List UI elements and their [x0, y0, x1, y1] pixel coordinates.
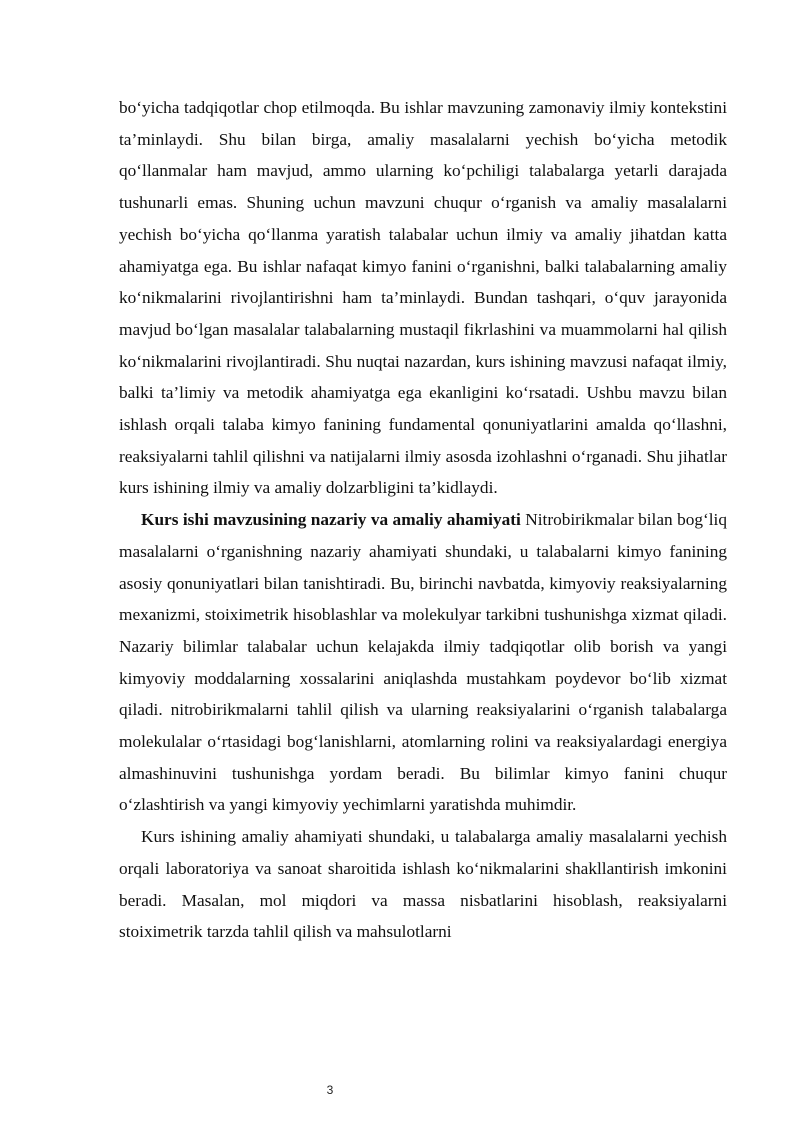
paragraph-practical: Kurs ishining amaliy ahamiyati shundaki, u talabalarga amaliy masalalarni yechish orqali laboratoriya va sanoat sharoitida ishlash ko‘nikmalarini shakllantirish imkonini beradi. Masalan, mol miqdori va massa nisbatlarini hisoblash, reaksiyalarni stoiximetrik tarzda tahlil qilish va mahsulotlarni	[119, 827, 727, 942]
section-heading-inline: Kurs ishi mavzusining nazariy va amaliy ahamiyati	[141, 510, 521, 530]
paragraph-continuation: bo‘yicha tadqiqotlar chop etilmoqda. Bu ishlar mavzuning zamonaviy ilmiy kontekstini ta’minlaydi. Shu bilan birga, amaliy masalalarni yechish bo‘yicha metodik qo‘llanmalar ham mavjud, ammo ularning ko‘pchiligi talabalarga yetarli darajada tushunarli emas. Shuning uchun mavzuni chuqur o‘rganish va amaliy masalalarni yechish bo‘yicha qo‘llanma yaratish talabalar uchun ilmiy va amaliy jihatdan katta ahamiyatga ega. Bu ishlar nafaqat kimyo fanini o‘rganishni, balki talabalarning amaliy ko‘nikmalarini rivojlantirishni ham ta’minlaydi. Bundan tashqari, o‘quv jarayonida mavjud bo‘lgan masalalar talabalarning mustaqil fikrlashini va muammolarni hal qilish ko‘nikmalarini rivojlantiradi. Shu nuqtai nazardan, kurs ishining mavzusi nafaqat ilmiy, balki ta’limiy va metodik ahamiyatga ega ekanligini ko‘rsatadi. Ushbu mavzu bilan ishlash orqali talaba kimyo fanining fundamental qonuniyatlarini amalda qo‘llashni, reaksiyalarni tahlil qilishni va natijalarni ilmiy asosda izohlashni o‘rganadi. Shu jihatlar kurs ishining ilmiy va amaliy dolzarbligini ta’kidlaydi.	[119, 98, 727, 498]
page-number: 3	[326, 1083, 334, 1097]
paragraph-significance	[119, 504, 727, 821]
document-body	[119, 92, 727, 948]
paragraph-significance-text: Nitrobirikmalar bilan bog‘liq masalalarni o‘rganishning nazariy ahamiyati shundaki, u talabalarni kimyo fanining asosiy qonuniyatlari bilan tanishtiradi. Bu, birinchi navbatda, kimyoviy reaksiyalarning mexanizmi, stoiximetrik hisoblashlar va molekulyar tarkibni tushunishga xizmat qiladi. Nazariy bilimlar talabalar uchun kelajakda ilmiy tadqiqotlar olib borish va yangi kimyoviy moddalarning xossalarini aniqlashda mustahkam poydevor bo‘lib xizmat qiladi. nitrobirikmalarni tahlil qilish va ularning reaksiyalarini o‘rganish talabalarga molekulalar o‘rtasidagi bog‘lanishlarni, atomlarning rolini va reaksiyalardagi energiya almashinuvini tushunishga yordam beradi. Bu bilimlar kimyo fanini chuqur o‘zlashtirish va yangi kimyoviy yechimlarni yaratishda muhimdir.	[119, 510, 727, 815]
